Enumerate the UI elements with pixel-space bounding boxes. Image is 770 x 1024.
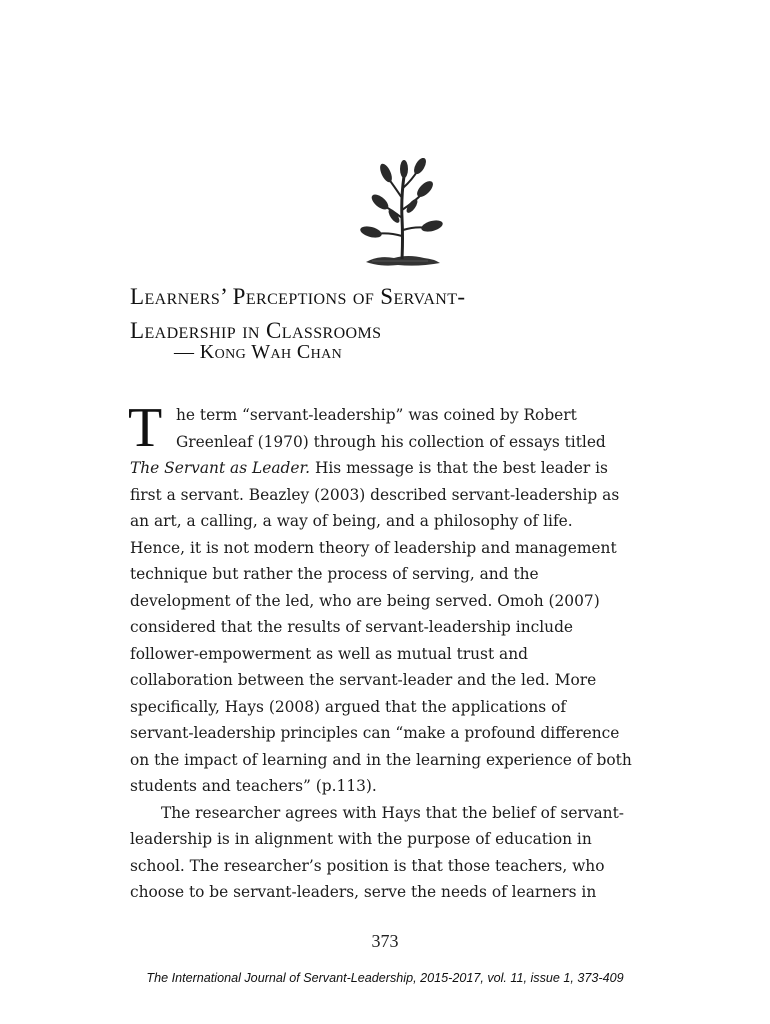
body-line: students and teachers” (p.113). [130,777,377,795]
body-line: specifically, Hays (2008) argued that the applications of [130,697,567,716]
body-line: Hence, it is not modern theory of leadership and management [130,538,617,557]
article-author: — Kong Wah Chan [174,341,343,363]
body-line: servant-leadership principles can “make a profound difference [130,724,620,742]
body-line: he term “servant-leadership” was coined by Robert [176,406,577,424]
body-line: The researcher agrees with Hays that the belief of servant- [161,803,624,822]
body-line: an art, a calling, a way of being, and a philosophy of life. [130,512,573,530]
body-line: considered that the results of servant-leadership include [130,618,574,636]
page-number: 373 [371,931,399,951]
body-line: technique but rather the process of serving, and the [130,565,539,583]
body-line: Greenleaf (1970) through his collection of essays titled [176,432,606,451]
body-line: school. The researcher’s position is that those teachers, who [130,856,605,875]
book-title: The Servant as Leader. [130,459,311,477]
body-line: choose to be servant-leaders, serve the needs of learners in [130,883,597,901]
body-line: development of the led, who are being served. Omoh (2007) [130,591,600,610]
article-title [130,280,690,348]
sprouting-plant-icon [358,158,444,270]
body-line: on the impact of learning and in the learning experience of both [130,750,632,769]
body-line: first a servant. Beazley (2003) described servant-leadership as [130,485,620,504]
body-line [130,455,690,482]
body-text [128,397,690,906]
drop-cap: T [128,397,163,459]
body-line: collaboration between the servant-leader and the led. More [130,671,597,689]
body-line-remainder: His message is that the best leader is [310,459,608,477]
body-line: leadership is in alignment with the purpose of education in [130,830,592,848]
title-line-1: Learners’ Perceptions of Servant- [130,284,466,309]
journal-footer: The International Journal of Servant-Leadership, 2015-2017, vol. 11, issue 1, 373-409 [146,971,624,985]
body-line: follower-empowerment as well as mutual trust and [130,644,528,663]
title-line-2: Leadership in Classrooms [130,318,382,343]
